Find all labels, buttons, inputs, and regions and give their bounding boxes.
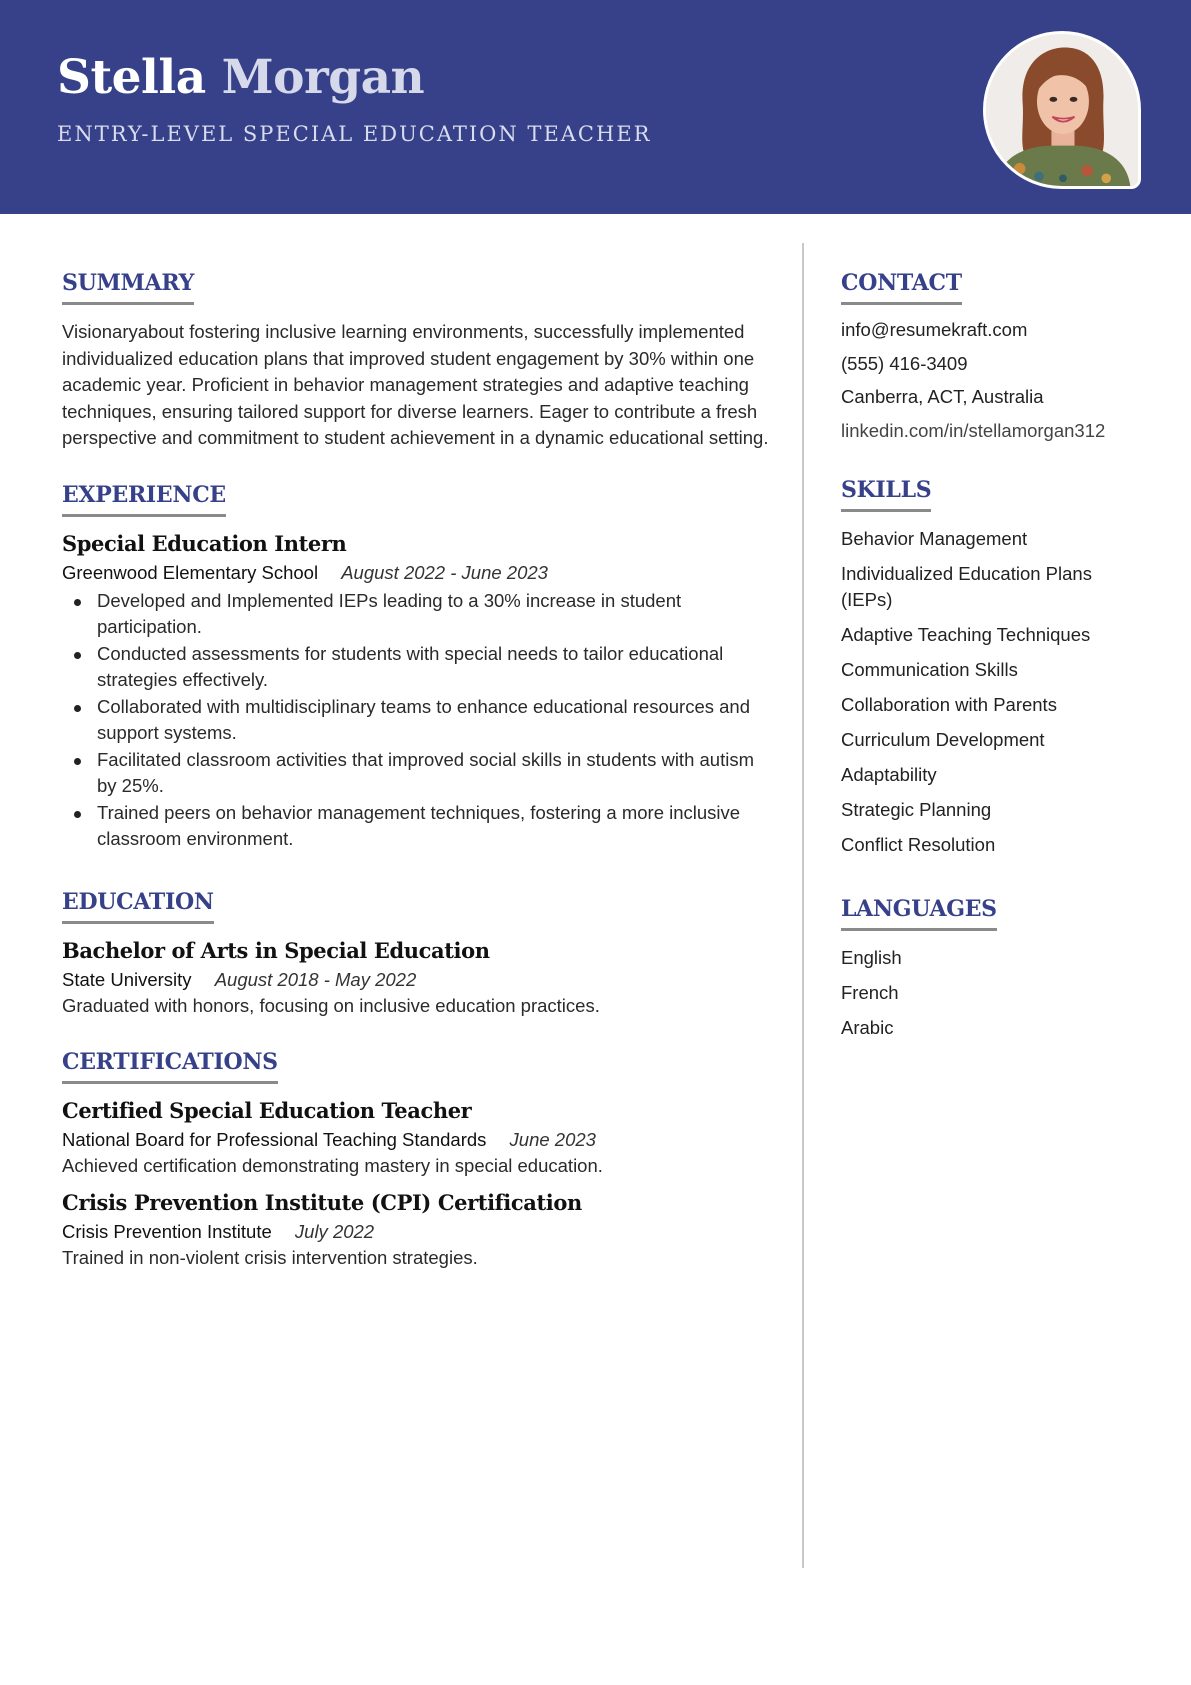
languages-heading: LANGUAGES (841, 896, 997, 931)
contact-linkedin[interactable]: linkedin.com/in/stellamorgan312 (841, 419, 1106, 441)
certification-org: National Board for Professional Teaching Standards (62, 1129, 487, 1150)
skill-item: Curriculum Development (841, 729, 1045, 750)
skill-item: Conflict Resolution (841, 834, 996, 855)
skills-heading: SKILLS (841, 477, 931, 512)
skill-item: Strategic Planning (841, 799, 992, 820)
contact-heading: CONTACT (841, 270, 962, 305)
first-name: Stella (57, 50, 206, 105)
experience-date: August 2022 - June 2023 (341, 561, 548, 583)
summary-heading: SUMMARY (62, 270, 194, 305)
education-meta (62, 967, 772, 993)
resume-header (0, 0, 1191, 214)
list-item: Facilitated classroom activities that improved social skills in students with autism by 25%. (62, 747, 772, 800)
education-heading: EDUCATION (62, 889, 214, 924)
certification-org: Crisis Prevention Institute (62, 1220, 272, 1242)
certification-meta (62, 1219, 772, 1245)
experience-bullets (62, 588, 772, 853)
experience-section (62, 482, 772, 853)
certification-note: Achieved certification demonstrating mastery in special education. (62, 1155, 603, 1176)
certification-item (62, 1190, 772, 1272)
certification-item (62, 1098, 772, 1180)
contact-location: Canberra, ACT, Australia (841, 386, 1044, 407)
certification-meta (62, 1127, 772, 1153)
contact-phone: (555) 416-3409 (841, 352, 968, 374)
language-item: Arabic (841, 1017, 894, 1038)
skill-item: Communication Skills (841, 659, 1018, 680)
education-date: August 2018 - May 2022 (214, 968, 417, 990)
sidebar-column (841, 270, 1161, 1050)
experience-heading: EXPERIENCE (62, 482, 226, 517)
languages-section (841, 896, 1161, 1041)
certification-note: Trained in non-violent crisis intervention strategies. (62, 1246, 478, 1268)
skill-item: Behavior Management (841, 528, 1028, 549)
skill-item: Individualized Education Plans (IEPs) (841, 563, 1092, 610)
experience-org: Greenwood Elementary School (62, 561, 319, 583)
certifications-heading: CERTIFICATIONS (62, 1049, 278, 1084)
language-item: English (841, 947, 902, 968)
list-item: Trained peers on behavior management techniques, fostering a more inclusive classroom environment. (62, 800, 772, 853)
summary-text: Visionaryabout fostering inclusive learning environments, successfully implemented individualized education plans that improved student engagement by 30% within one academic year. Proficient in behavior management strategies and adaptive teaching techniques, ensuring tailored support for diverse learners. Eager to contribute a fresh perspective and commitment to student achievement in a dynamic educational setting. (62, 321, 769, 448)
skill-item: Adaptability (841, 764, 937, 785)
skill-item: Collaboration with Parents (841, 694, 1057, 715)
skills-section (841, 477, 1161, 858)
certification-name: Certified Special Education Teacher (62, 1098, 472, 1123)
certifications-section (62, 1049, 772, 1271)
last-name: Morgan (221, 50, 425, 105)
education-note: Graduated with honors, focusing on inclusive education practices. (62, 994, 600, 1016)
candidate-name (57, 50, 424, 105)
certification-date: June 2023 (509, 1129, 596, 1150)
column-divider (802, 243, 804, 1568)
list-item: Developed and Implemented IEPs leading to a 30% increase in student participation. (62, 588, 772, 641)
list-item: Conducted assessments for students with special needs to tailor educational strategies effectively. (62, 641, 772, 694)
contact-section (841, 270, 1161, 447)
experience-meta (62, 560, 772, 586)
portrait-illustration (986, 34, 1138, 186)
main-column (62, 270, 772, 1271)
language-item: French (841, 982, 899, 1003)
job-title: ENTRY-LEVEL SPECIAL EDUCATION TEACHER (57, 122, 652, 146)
contact-email[interactable]: info@resumekraft.com (841, 319, 1028, 340)
list-item: Collaborated with multidisciplinary teams to enhance educational resources and support systems. (62, 694, 772, 747)
education-section (62, 889, 772, 1020)
summary-section (62, 270, 772, 452)
profile-photo (983, 31, 1141, 189)
education-org: State University (62, 968, 192, 990)
education-item (62, 938, 772, 1020)
education-degree: Bachelor of Arts in Special Education (62, 937, 490, 963)
experience-item (62, 531, 772, 853)
certification-name: Crisis Prevention Institute (CPI) Certification (62, 1189, 582, 1215)
skill-item: Adaptive Teaching Techniques (841, 624, 1091, 645)
certification-date: July 2022 (294, 1220, 375, 1242)
experience-role: Special Education Intern (62, 530, 347, 556)
